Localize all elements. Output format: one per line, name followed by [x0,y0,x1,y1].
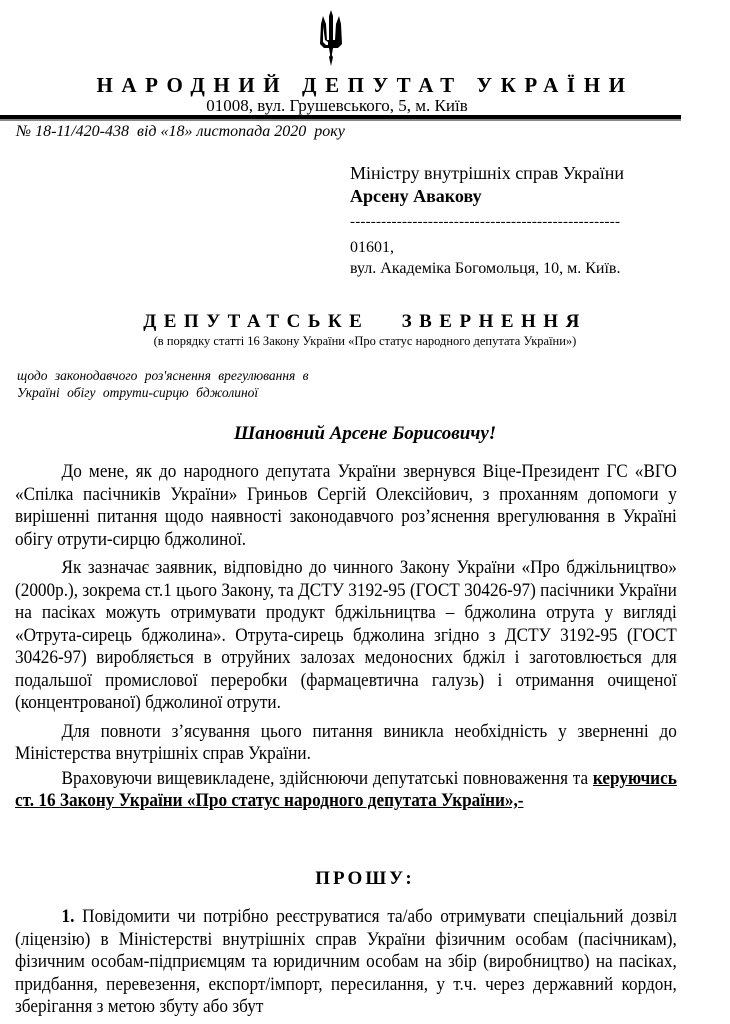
addressee-postal-code: 01601, [350,239,394,256]
addressee-street: вул. Академіка Богомольця, 10, м. Київ. [350,260,621,277]
subject-line-2: Україні обігу отрути-сирцю бджолиної [17,385,259,400]
closing-intro: Враховуючи вищевикладене, здійснюючи депутатські повноваження та [61,768,589,789]
document-title: ДЕПУТАТСЬКЕ ЗВЕРНЕННЯ [143,311,587,332]
reference-number: № 18-11/420-438 від «18» листопада 2020 року [16,123,345,140]
request-item [15,906,677,1019]
trident-coat-of-arms-icon [316,10,346,66]
subject-block [17,367,309,401]
salutation: Шановний Арсене Борисовичу! [233,423,497,444]
addressee-name: Арсену Авакову [350,186,482,206]
closing-legal-basis: керуючись ст. 16 Закону України «Про статус народного депутата України»,- [15,768,677,811]
document-subtitle: (в порядку статті 16 Закону України «Про статус народного депутата України») [153,334,577,348]
request-item-number: 1. [61,907,75,927]
letter-body [15,461,677,819]
sender-title: НАРОДНИЙ ДЕПУТАТ УКРАЇНИ [96,73,634,97]
addressee-separator: ---------------------------------------------------- [350,214,621,230]
subject-line-1: щодо законодавчого роз'яснення врегулювання в [17,368,309,383]
request-item-text: Повідомити чи потрібно реєструватися та/або отримувати спеціальний дозвіл (ліцензію) в Міністерстві внутрішніх справ України фізичним особам (пасічникам), фізичним особам-підприємцям та юридичним особам на збір (виробництво) на пасіках, придбання, перевезення, експорт/імпорт, пересилання, у т.ч. через державний кордон, зберігання з метою збуту або збут [15,907,677,1017]
header-divider [0,115,681,121]
body-paragraph: Для повноти з’ясування цього питання виникла необхідність у зверненні до Міністерства внутрішніх справ України. [15,721,677,764]
closing-paragraph [15,768,677,813]
sender-address: 01008, вул. Грушевського, 5, м. Київ [206,96,468,115]
request-title: ПРОШУ: [315,868,415,889]
request-list [15,906,677,1019]
addressee-position: Міністру внутрішніх справ України [350,163,624,183]
body-paragraph: Як зазначає заявник, відповідно до чинного Закону України «Про бджільництво» (2000р.), зокрема ст.1 цього Закону, та ДСТУ 3192-95 (ГОСТ 30426-97) пасічники України на пасіках можуть отримувати продукт бджільництва – бджолина отрута у вигляді «Отрута-сирець бджолина». Отрута-сирець бджолина згідно з ДСТУ 3192-95 (ГОСТ 30426-97) виробляється в отруйних залозах медоносних бджіл і заготовлюється для подальшої промислової переробки (фармацевтична галузь) і отримання очищеної (концентрованої) бджолиної отрути. [15,558,677,713]
addressee-block [350,162,624,279]
body-paragraph: До мене, як до народного депутата України звернувся Віце-Президент ГС «ВГО «Спілка пасічників України» Гриньов Сергій Олексійович, з проханням допомоги у вирішенні питання щодо наявності законодавчого роз’яснення врегулювання в Україні обігу отрути-сирцю бджолиної. [15,462,677,550]
